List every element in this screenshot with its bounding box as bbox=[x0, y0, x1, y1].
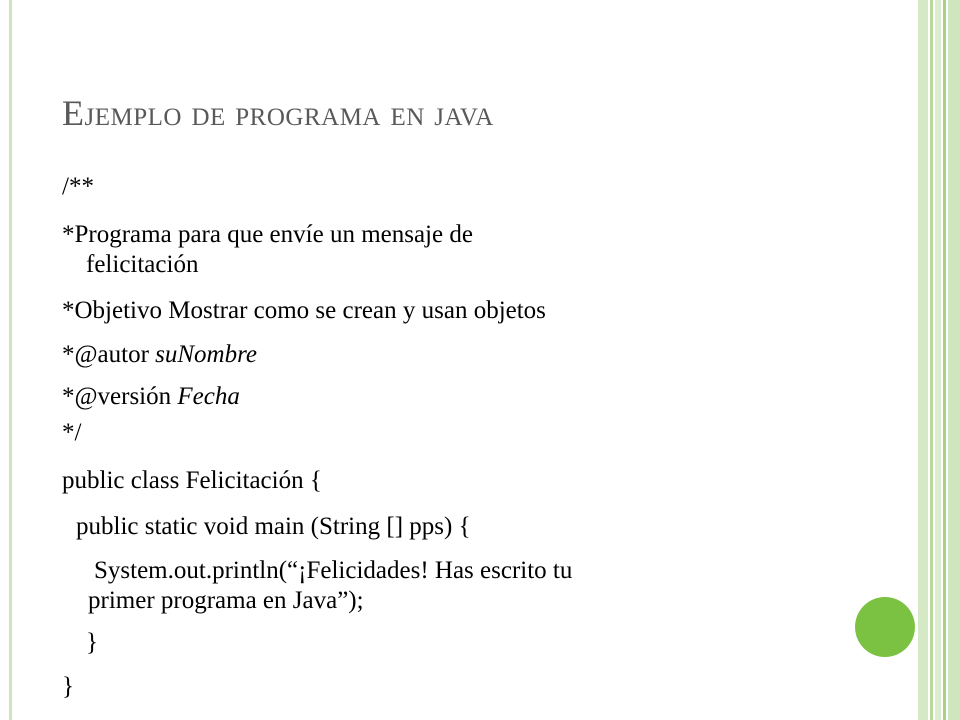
code-line: primer programa en Java”); bbox=[88, 587, 364, 614]
slide-title: Ejemplo de programa en java bbox=[62, 93, 494, 133]
code-line: */ bbox=[62, 419, 82, 446]
code-line: } bbox=[62, 673, 74, 700]
version-value: Fecha bbox=[177, 383, 240, 410]
autor-prefix: *@autor bbox=[62, 341, 156, 368]
decorative-bar bbox=[935, 0, 941, 720]
version-prefix: *@versión bbox=[62, 383, 178, 410]
decorative-bar bbox=[943, 0, 946, 720]
code-line: } bbox=[86, 629, 98, 656]
left-frame-line bbox=[9, 0, 12, 720]
code-line: public static void main (String [] pps) { bbox=[76, 513, 471, 540]
code-line bbox=[62, 382, 240, 412]
decorative-bar bbox=[930, 0, 933, 720]
decorative-bar bbox=[948, 0, 960, 720]
code-line: *Programa para que envíe un mensaje de bbox=[62, 221, 473, 248]
code-line: public class Felicitación { bbox=[62, 467, 322, 494]
code-line: *Objetivo Mostrar como se crean y usan objetos bbox=[62, 297, 546, 324]
code-line bbox=[62, 340, 257, 370]
code-line: /** bbox=[62, 173, 94, 200]
code-line: System.out.println(“¡Felicidades! Has escrito tu bbox=[94, 557, 573, 584]
autor-value: suNombre bbox=[155, 341, 257, 368]
decorative-bar bbox=[918, 0, 928, 720]
green-circle-decoration bbox=[855, 597, 915, 657]
code-line: felicitación bbox=[86, 251, 199, 278]
